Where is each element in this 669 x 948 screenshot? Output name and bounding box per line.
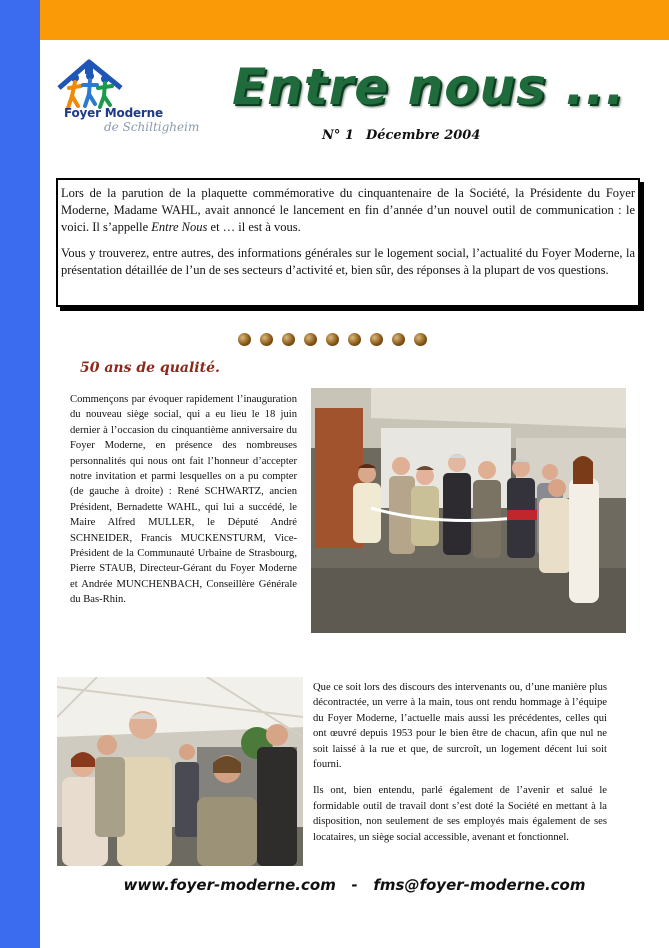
- intro-box: [56, 178, 640, 307]
- newsletter-title: Entre nous ...: [232, 58, 626, 116]
- bullet-icon: [282, 333, 295, 346]
- bullet-icon: [238, 333, 251, 346]
- intro-emphasis: Entre Nous: [151, 220, 208, 234]
- top-color-bar: [40, 0, 669, 40]
- issue-number: N° 1: [322, 128, 354, 143]
- footer-contact: www.foyer-moderne.com - fms@foyer-moderne.com: [123, 876, 586, 894]
- bullet-icon: [304, 333, 317, 346]
- article-paragraph-1: Commençons par évoquer rapidement l’inauguration du nouveau siège social, qui a eu lieu le 18 juin dernier à l’occasion du cinquantième anniversaire du Foyer Moderne, en présence des nombreuses personnalités qui nous ont fait l’honneur d’accepter notre invitation et parmi lesquelles on a pu compter (de gauche à droite) : René SCHWARTZ, ancien Président, Bernadette WAHL, qui lui a succédé, le Maire Alfred MULLER, le Député André SCHNEIDER, Francis MUCKENSTURM, Vice-Président de la Communauté Urbaine de Strasbourg, Pierre STAUB, Directeur-Gérant du Foyer Moderne et Andrée MUNCHENBACH, Conseillère Générale du Bas-Rhin.: [70, 394, 297, 606]
- bullet-icon: [414, 333, 427, 346]
- logo-name: Foyer Moderne: [64, 106, 163, 120]
- ribbon-cutting-photo: [311, 388, 626, 633]
- bullet-icon: [392, 333, 405, 346]
- decorative-bullet-row: [238, 333, 427, 346]
- intro-paragraph-2: Vous y trouverez, entre autres, des informations générales sur le logement social, l’actualité du Foyer Moderne, la présentation détaillée de l’un de ses secteurs d’activité et, bien sûr, des réponses à la plupart de vos questions.: [61, 246, 635, 277]
- issue-info: [322, 128, 480, 143]
- article-column-1: [70, 392, 297, 619]
- logo-city: de Schiltigheim: [104, 120, 200, 134]
- article-paragraph-3: Ils ont, bien entendu, parlé également de l’avenir et salué le formidable outil de travail dont s’est doté la Société en mettant à la disposition, non seulement de ses employés mais également de ses locataires, un siège social accessible, avenant et fonctionnel.: [313, 785, 607, 843]
- bullet-icon: [348, 333, 361, 346]
- section-title: 50 ans de qualité.: [80, 360, 220, 376]
- intro-text-b: et … il est à vous.: [207, 220, 301, 234]
- bullet-icon: [326, 333, 339, 346]
- intro-paragraph-1: [61, 185, 635, 236]
- bullet-icon: [260, 333, 273, 346]
- intro-text-a: Lors de la parution de la plaquette commémorative du cinquantenaire de la Société, la Présidente du Foyer Moderne, Madame WAHL, avait annoncé le lancement en fin d’année d’un nouvel outil de communication : le voici. Il s’appelle: [61, 186, 635, 234]
- left-color-bar: [0, 0, 40, 948]
- issue-date: Décembre 2004: [365, 128, 481, 143]
- reception-photo: [57, 677, 303, 866]
- bullet-icon: [370, 333, 383, 346]
- article-paragraph-2: Que ce soit lors des discours des intervenants ou, d’une manière plus décontractée, un verre à la main, tous ont rendu hommage à l’équipe du Foyer Moderne, l’actuelle mais aussi les précédentes, celles qui ont œuvré depuis 1953 pour le bien être de chacun, afin que nul ne soit laissé à la rue et que, de surcroît, un logement décent lui soit fourni.: [313, 682, 607, 771]
- article-column-2: [313, 680, 607, 856]
